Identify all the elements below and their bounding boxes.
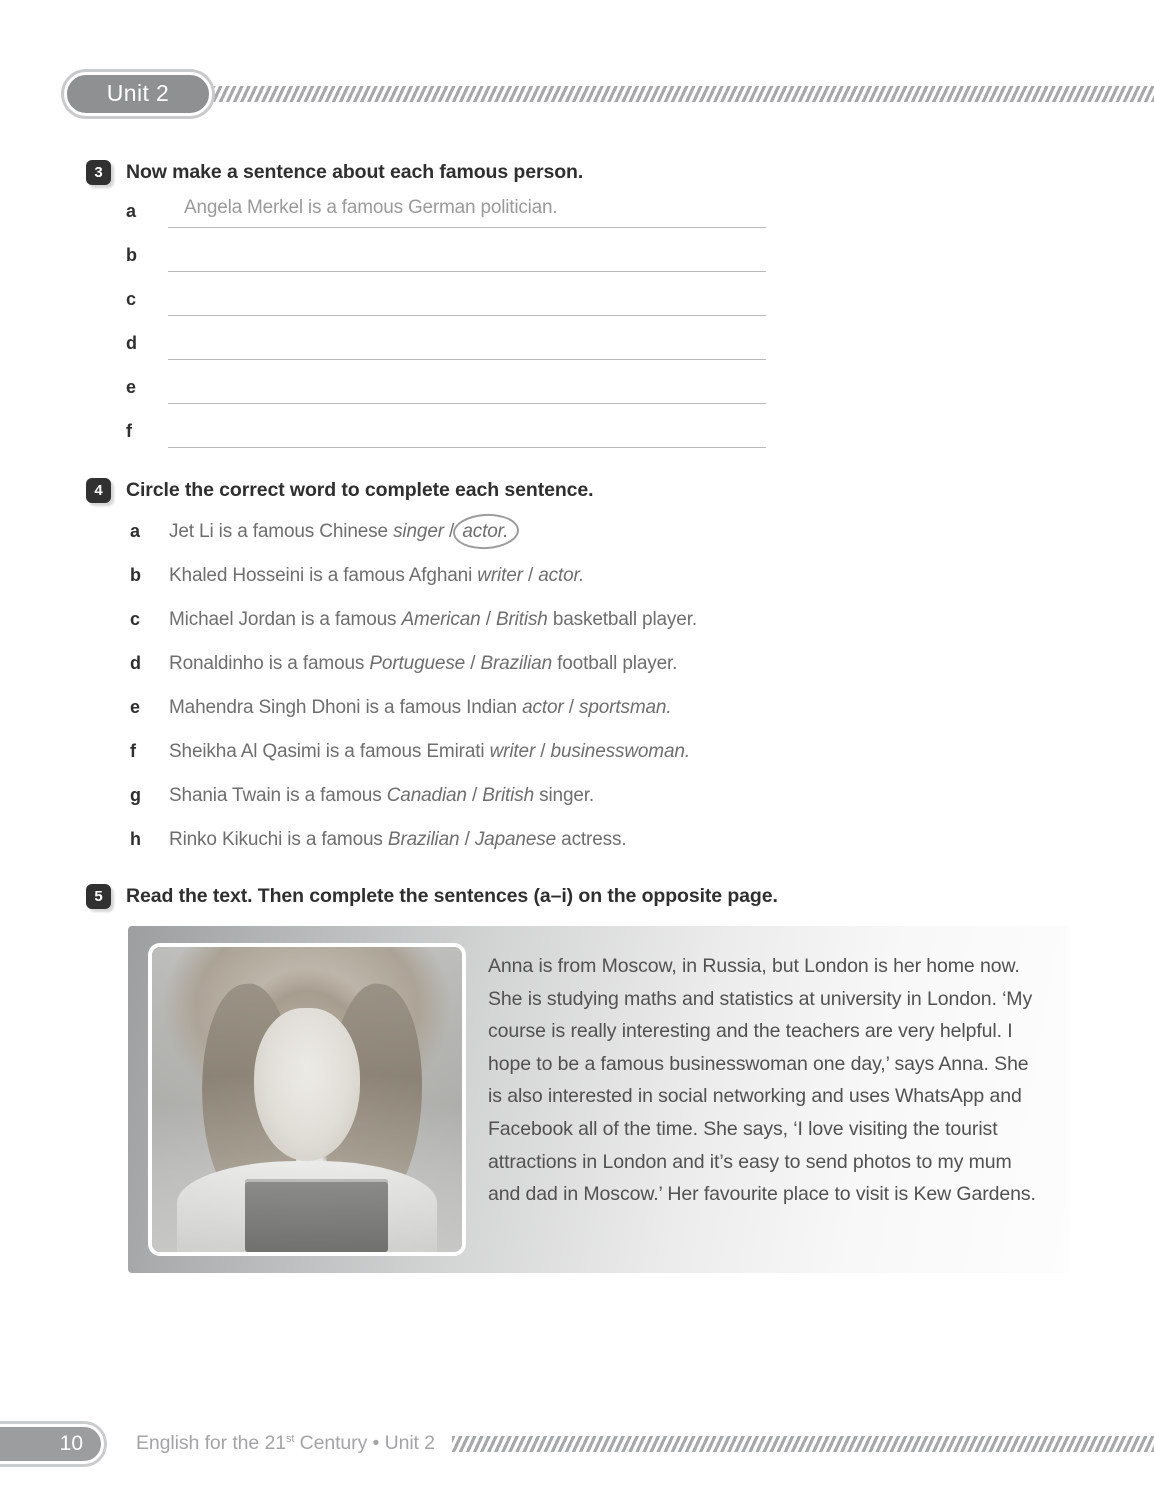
option-separator: / bbox=[522, 565, 539, 586]
answer-row-rule bbox=[168, 271, 766, 272]
sentence-tail: basketball player. bbox=[547, 609, 697, 630]
question-letter: c bbox=[130, 609, 141, 629]
question-row[interactable] bbox=[130, 565, 1030, 609]
question-sentence bbox=[169, 521, 511, 543]
sentence-tail: actress. bbox=[556, 829, 627, 850]
question-row[interactable] bbox=[130, 653, 1030, 697]
sentence-lead: Shania Twain is a famous bbox=[169, 785, 387, 806]
photo-background bbox=[152, 947, 462, 1252]
option-two[interactable]: Brazilian bbox=[480, 653, 552, 674]
question-row[interactable] bbox=[130, 609, 1030, 653]
option-two[interactable]: businesswoman. bbox=[550, 741, 690, 762]
reading-passage-panel bbox=[128, 926, 1070, 1273]
photo-grayscale-veil bbox=[152, 947, 462, 1252]
question-sentence bbox=[169, 697, 671, 719]
footer-title-ordinal: st bbox=[285, 1433, 295, 1445]
page-number-label: 10 bbox=[59, 1432, 83, 1455]
question-letter: f bbox=[130, 741, 136, 761]
question-sentence bbox=[169, 609, 697, 631]
answer-row[interactable] bbox=[126, 329, 766, 373]
option-separator: / bbox=[466, 785, 483, 806]
question-row[interactable] bbox=[130, 697, 1030, 741]
question-letter: h bbox=[130, 829, 141, 849]
answer-row-rule bbox=[168, 315, 766, 316]
option-one[interactable]: writer bbox=[489, 741, 536, 762]
answer-row-rule bbox=[168, 403, 766, 404]
question-row[interactable] bbox=[130, 741, 1030, 785]
exercise-heading-3: Now make a sentence about each famous person. bbox=[126, 161, 584, 183]
option-separator: / bbox=[443, 521, 460, 542]
answer-row-letter: a bbox=[126, 201, 137, 221]
question-sentence bbox=[169, 653, 677, 675]
question-sentence bbox=[169, 565, 584, 587]
option-one[interactable]: writer bbox=[477, 565, 523, 586]
sentence-lead: Michael Jordan is a famous bbox=[169, 609, 402, 630]
exercise-number-badge-3: 3 bbox=[86, 160, 111, 185]
option-one[interactable]: Brazilian bbox=[387, 829, 460, 850]
option-separator: / bbox=[459, 829, 475, 850]
exercise-4-question-list bbox=[130, 521, 1030, 873]
sentence-tail: football player. bbox=[552, 653, 678, 674]
option-separator: / bbox=[465, 653, 481, 674]
reading-passage-text: Anna is from Moscow, in Russia, but London is her home now. She is studying maths and statistics at university in London. ‘My course is really interesting and the teachers are very helpful. I hope to be a famous businesswoman one day,’ says Anna. She is also interested in social networking and uses WhatsApp and Facebook all of the time. She says, ‘I love visiting the tourist attractions in London and it’s easy to send photos to my mum and dad in Moscow.’ Her favourite place to visit is Kew Gardens. bbox=[488, 955, 1036, 1206]
exercise-3-answer-list bbox=[126, 197, 766, 461]
student-photo bbox=[148, 943, 466, 1256]
question-letter: g bbox=[130, 785, 141, 805]
sentence-lead: Ronaldinho is a famous bbox=[169, 653, 370, 674]
option-one[interactable]: Canadian bbox=[386, 785, 467, 806]
question-letter: b bbox=[130, 565, 141, 585]
sentence-lead: Rinko Kikuchi is a famous bbox=[169, 829, 388, 850]
option-two[interactable]: sportsman. bbox=[579, 697, 672, 718]
answer-row-letter: d bbox=[126, 333, 137, 353]
sentence-tail: singer. bbox=[534, 785, 595, 806]
exercise-number-badge-4: 4 bbox=[86, 478, 111, 503]
sentence-lead: Mahendra Singh Dhoni is a famous Indian bbox=[169, 697, 523, 718]
exercise-heading-4: Circle the correct word to complete each sentence. bbox=[126, 479, 594, 501]
sentence-lead: Jet Li is a famous Chinese bbox=[169, 521, 394, 542]
answer-row[interactable] bbox=[126, 241, 766, 285]
header-hatch-stripe bbox=[212, 86, 1154, 102]
option-one[interactable]: actor bbox=[522, 697, 564, 718]
question-sentence bbox=[169, 829, 626, 851]
answer-row-letter: c bbox=[126, 289, 137, 309]
footer-title-after: Century • Unit 2 bbox=[294, 1432, 435, 1454]
question-row[interactable] bbox=[130, 521, 1030, 565]
option-two[interactable]: British bbox=[482, 785, 534, 806]
page-number-pill bbox=[0, 1424, 104, 1464]
answer-row-text: Angela Merkel is a famous German politician. bbox=[184, 197, 558, 218]
answer-row[interactable] bbox=[126, 197, 766, 241]
question-letter: d bbox=[130, 653, 141, 673]
sentence-lead: Sheikha Al Qasimi is a famous Emirati bbox=[169, 741, 490, 762]
unit-tab bbox=[64, 72, 212, 116]
option-one[interactable]: Portuguese bbox=[369, 653, 466, 674]
answer-row[interactable] bbox=[126, 417, 766, 461]
answer-row-rule bbox=[168, 359, 766, 360]
question-sentence bbox=[169, 785, 594, 807]
question-sentence bbox=[169, 741, 690, 763]
option-two[interactable]: actor. bbox=[538, 565, 585, 586]
footer-title-before: English for the 21 bbox=[136, 1432, 286, 1454]
option-two: actor. bbox=[462, 521, 509, 542]
exercise-number-badge-5: 5 bbox=[86, 884, 111, 909]
unit-tab-label: Unit 2 bbox=[106, 79, 170, 106]
exercise-heading-5: Read the text. Then complete the sentences (a–i) on the opposite page. bbox=[126, 885, 778, 907]
answer-row-letter: b bbox=[126, 245, 137, 265]
question-row[interactable] bbox=[130, 829, 1030, 873]
question-letter: a bbox=[130, 521, 141, 541]
option-two[interactable]: British bbox=[495, 609, 548, 630]
answer-row-rule bbox=[168, 447, 766, 448]
question-row[interactable] bbox=[130, 785, 1030, 829]
footer-hatch-stripe bbox=[452, 1436, 1154, 1452]
option-separator: / bbox=[563, 697, 579, 718]
answer-row-rule bbox=[168, 227, 766, 228]
answer-row[interactable] bbox=[126, 285, 766, 329]
footer-title bbox=[136, 1432, 435, 1455]
answer-row-letter: e bbox=[126, 377, 137, 397]
option-two-circled[interactable] bbox=[459, 521, 511, 543]
option-one[interactable]: American bbox=[401, 609, 481, 630]
answer-row-letter: f bbox=[126, 421, 132, 441]
answer-row[interactable] bbox=[126, 373, 766, 417]
option-two[interactable]: Japanese bbox=[474, 829, 557, 850]
page-header bbox=[0, 72, 1154, 124]
option-separator: / bbox=[535, 741, 551, 762]
sentence-lead: Khaled Hosseini is a famous Afghani bbox=[169, 565, 478, 586]
option-separator: / bbox=[480, 609, 496, 630]
option-one[interactable]: singer bbox=[393, 521, 444, 542]
page-footer bbox=[0, 1424, 1154, 1470]
question-letter: e bbox=[130, 697, 141, 717]
